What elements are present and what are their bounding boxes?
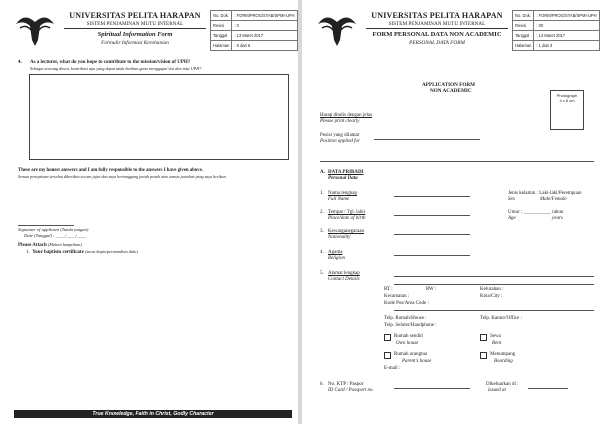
application-title: APPLICATION FORM	[422, 82, 476, 88]
attach-heading	[18, 242, 82, 248]
form-title: Spiritual Information Form	[97, 31, 173, 38]
uph-eagle-logo-icon	[316, 10, 358, 50]
unit-name: SISTEM PENJAMINAN MUTU INTERNAL	[86, 21, 184, 27]
university-name: UNIVERSITAS PELITA HARAPAN	[371, 11, 503, 20]
field-label: Nama lengkap	[328, 191, 358, 196]
gender-options-en: Male/Female	[540, 197, 567, 202]
photo-label: Photograph	[556, 93, 578, 98]
meta-value: : 13 Maret 2017	[534, 31, 599, 41]
document-meta-table	[512, 10, 600, 51]
kodepos-label[interactable]: Kode Pos/Area Code :	[384, 301, 429, 306]
meta-value: : 0	[232, 21, 297, 31]
question-number: 4.	[18, 60, 22, 65]
footer-motto: True Knowledge, Faith in Christ, Godly Character	[14, 410, 292, 418]
email-label[interactable]: E-mail :	[384, 366, 401, 371]
checkbox-menumpang[interactable]	[480, 352, 487, 359]
field-label: Tempat / Tgl. lahir	[328, 210, 366, 215]
signature-label: Signature of applicant (Tanda tangan)	[18, 227, 89, 232]
option-label: Sewa	[490, 334, 501, 339]
ktp-input[interactable]	[394, 388, 470, 389]
university-name: UNIVERSITAS PELITA HARAPAN	[69, 11, 201, 20]
meta-value: : FORM/PROG/STAB/SPMI-UPH	[534, 11, 599, 21]
print-clearly-label-en: Please print clearly	[320, 119, 360, 124]
field-number: 1.	[320, 191, 324, 196]
field-label: Alamat lengkap	[328, 271, 360, 276]
birth-input[interactable]	[394, 215, 470, 216]
kelurahan-label[interactable]: Kelurahan :	[480, 287, 504, 292]
meta-label: Halaman	[513, 41, 534, 51]
application-subtitle: NON ACADEMIC	[430, 88, 472, 94]
question-text: As a lecturer, what do you hope to contribute to the mission/vision of UPH?	[30, 60, 191, 65]
kecamatan-label[interactable]: Kecamatan :	[384, 294, 410, 299]
gender-label-en: Sex	[508, 197, 515, 202]
document-header	[316, 10, 597, 50]
position-applied-label-en: Position applied for	[320, 139, 360, 144]
section-divider	[320, 161, 594, 162]
date-label[interactable]: Date (Tanggal) : ____/____/____	[24, 233, 86, 238]
signature-line[interactable]	[18, 225, 74, 226]
declaration: These are my honest answers and I am fully responsible to the answers I have given above.	[18, 168, 203, 173]
issued-at-input[interactable]	[528, 388, 568, 389]
religion-input[interactable]	[394, 255, 470, 256]
meta-value: : 6 dari 6	[232, 41, 297, 51]
answer-box[interactable]	[29, 74, 289, 160]
field-number: 2.	[320, 210, 324, 215]
meta-label: Tanggal	[513, 31, 534, 41]
address-input-3[interactable]	[394, 310, 594, 311]
option-label: Rumah sendiri	[394, 334, 424, 339]
checkbox-sewa[interactable]	[480, 334, 487, 341]
address-input-1[interactable]	[394, 276, 594, 277]
option-label-en: Own house	[396, 341, 419, 346]
uph-eagle-logo-icon	[14, 10, 56, 50]
field-number: 6.	[320, 382, 324, 387]
option-label-en: Parent's house	[402, 359, 432, 364]
unit-name: SISTEM PENJAMINAN MUTU INTERNAL	[388, 21, 486, 27]
attach-item-number: 1.	[26, 250, 30, 255]
meta-value: : FORM/PROG/STAB/SPMI-UPH	[232, 11, 297, 21]
section-title: DATA PRIBADI	[328, 170, 364, 175]
attach-label: Please Attach	[18, 243, 47, 248]
photo-size: 4 x 6 cm	[559, 98, 575, 103]
field-label-en: Nationality	[328, 235, 351, 240]
address-input-2[interactable]	[394, 284, 594, 285]
meta-label: No. Dok.	[513, 11, 534, 21]
form-title: FORM PERSONAL DATA NON ACADEMIC	[372, 31, 502, 38]
kota-label[interactable]: Kota/City :	[480, 294, 503, 299]
position-applied-label: Posisi yang dilamar	[320, 133, 360, 138]
declaration-id: Semua pernyataan tersebut diberikan secara jujur dan saya bertanggung jawab penuh atas semua jawaban yang saya berikan.	[18, 174, 227, 179]
attach-item	[26, 249, 138, 255]
field-label: Kewarganegaraan	[328, 229, 364, 234]
rt-label[interactable]: RT :	[384, 287, 393, 292]
meta-value: : 1 dari 3	[534, 41, 599, 51]
checkbox-rumah-orangtua[interactable]	[384, 352, 391, 359]
telp-seluler-label[interactable]: Telp. Seluler/Handphone :	[384, 323, 437, 328]
age-label[interactable]: Umur : ___________ tahun	[508, 210, 564, 215]
field-label-en: Religion	[328, 256, 345, 261]
form-subtitle: PERSONAL DATA FORM	[409, 40, 465, 46]
photo-box[interactable]	[550, 90, 584, 130]
field-label: Agama	[328, 250, 343, 255]
rw-label[interactable]: RW :	[426, 287, 437, 292]
age-unit-en: years	[552, 216, 563, 221]
field-label-en: Contact Details	[328, 277, 360, 282]
section-subtitle: Personal Data	[328, 176, 358, 181]
attach-label-id: (Mohon lampirkan)	[48, 242, 82, 247]
field-label-en: ID Card / Passport no.	[328, 388, 374, 393]
form-subtitle: Formulir Informasi Kerohanian	[101, 40, 169, 46]
document-header	[14, 10, 295, 50]
header-divider	[64, 28, 206, 29]
option-label: Menumpang	[490, 352, 516, 357]
full-name-input[interactable]	[394, 196, 470, 197]
age-label-en: Age	[508, 216, 516, 221]
meta-label: No. Dok.	[211, 11, 232, 21]
field-number: 5.	[320, 271, 324, 276]
field-label-en: Place/date of birth	[328, 216, 366, 221]
telp-rumah-label[interactable]: Telp. Rumah/House :	[384, 316, 427, 321]
meta-label: Halaman	[211, 41, 232, 51]
meta-value: : 13 Maret 2017	[232, 31, 297, 41]
checkbox-rumah-sendiri[interactable]	[384, 334, 391, 341]
issued-at-label[interactable]: Dikeluarkan di :	[486, 382, 519, 387]
page-spiritual-form	[0, 0, 298, 424]
attach-item-text: Your baptism certificate	[32, 250, 84, 255]
nationality-input[interactable]	[394, 234, 470, 235]
option-label-en: Rent	[492, 341, 502, 346]
meta-value: : 00	[534, 21, 599, 31]
option-label: Rumah orangtua	[394, 352, 428, 357]
issued-at-label-en: Issued at	[488, 388, 506, 393]
section-letter: A.	[320, 170, 325, 175]
header-divider	[366, 28, 508, 29]
document-meta-table	[210, 10, 298, 51]
option-label-en: Boarding	[494, 359, 513, 364]
gender-label[interactable]: Jenis kelamin : Laki-laki/Perempuan	[508, 191, 582, 196]
telp-kantor-label[interactable]: Telp. Kantor/Office :	[480, 316, 522, 321]
print-clearly-label: Harap ditulis dengan jelas	[320, 113, 373, 118]
page-personal-data-form	[302, 0, 600, 424]
field-number: 4.	[320, 250, 324, 255]
position-applied-input[interactable]	[374, 139, 480, 140]
field-number: 3.	[320, 229, 324, 234]
meta-label: Revisi	[513, 21, 534, 31]
meta-label: Tanggal	[211, 31, 232, 41]
field-label: No. KTP / Paspor	[328, 382, 364, 387]
attach-item-text-id: (surat bapis/permandian dulu)	[85, 249, 138, 254]
question-text-id: Sebagai seorang dosen, kontribusi apa yang dapat anda berikan guna menggapai visi dan misi UPH?	[30, 66, 202, 71]
field-label-en: Full Name	[328, 197, 350, 202]
meta-label: Revisi	[211, 21, 232, 31]
